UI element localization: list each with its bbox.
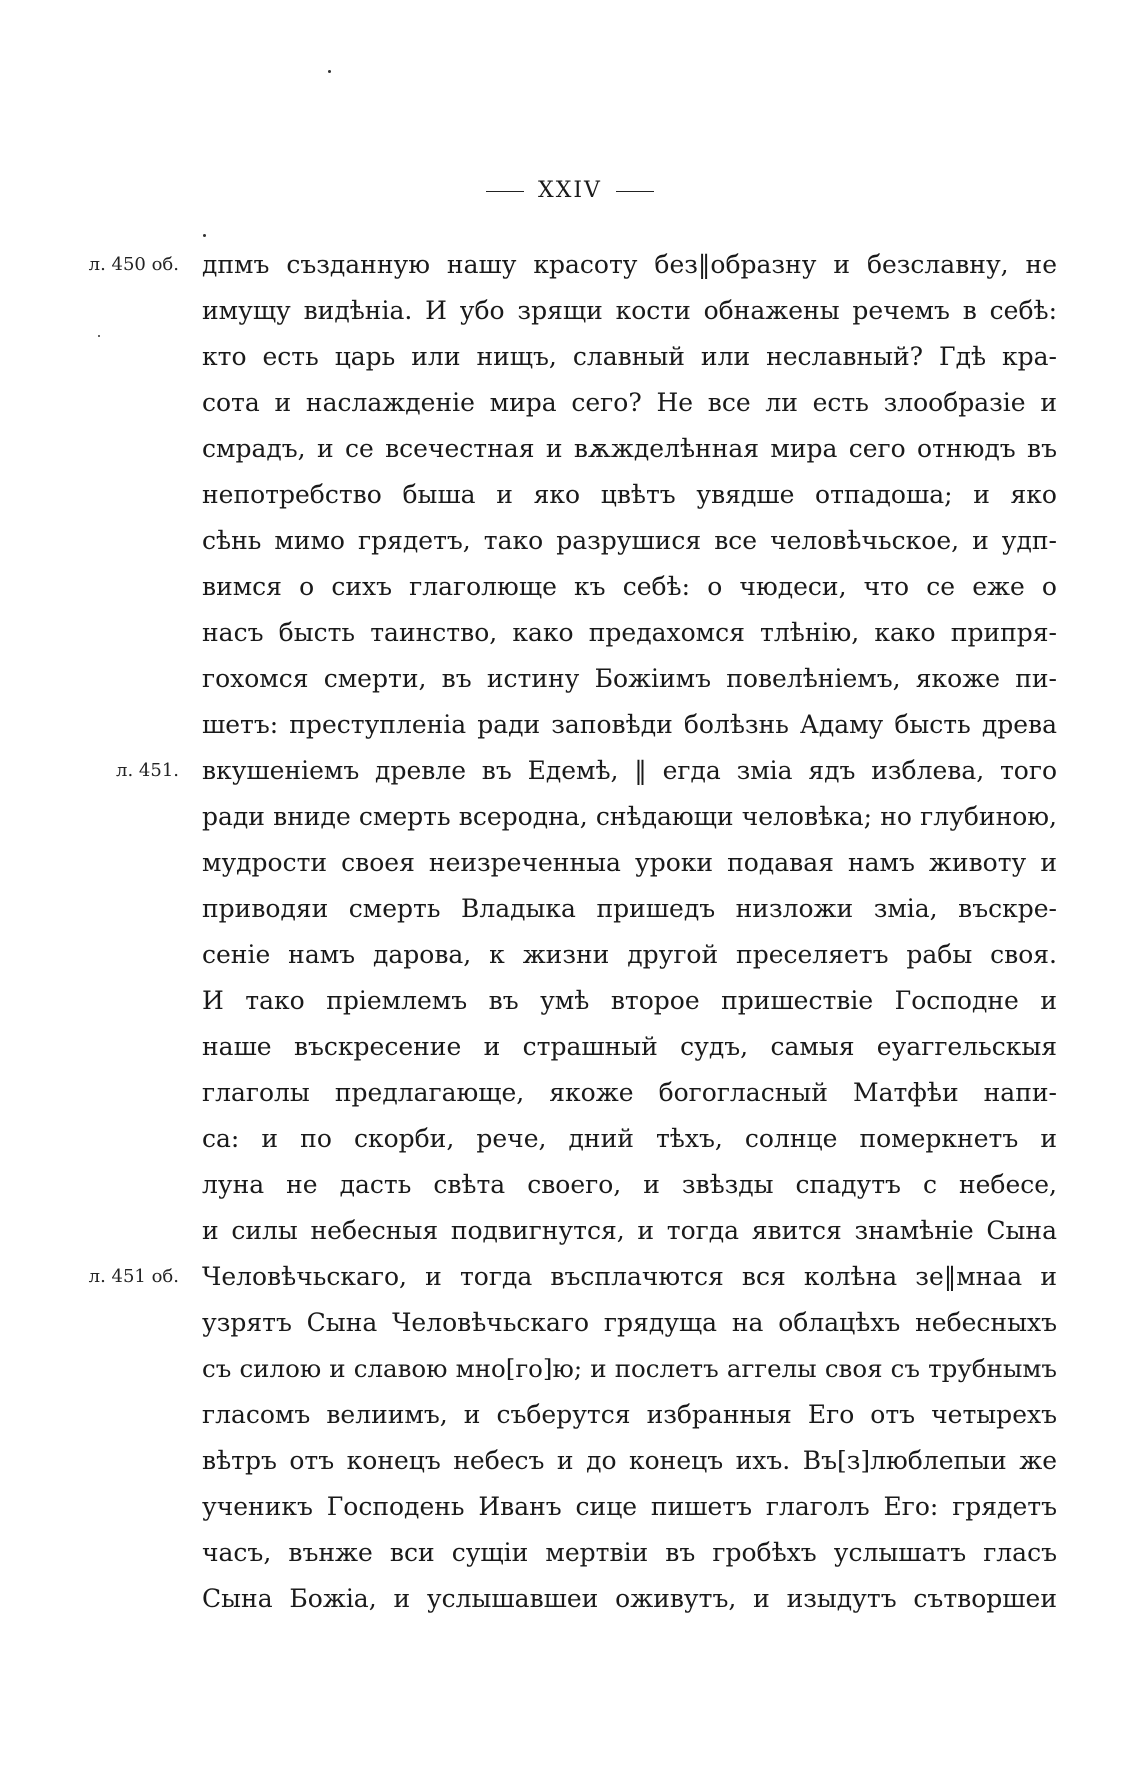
text-line — [202, 840, 1057, 886]
text-line-content: И тако пріемлемъ въ умѣ второе пришествіе Господне и — [202, 986, 1057, 1015]
text-line — [202, 1576, 1057, 1622]
text-line — [202, 288, 1057, 334]
text-line-content: имущу видѣніа. И убо зрящи кости обнажены речемъ в себѣ: — [202, 296, 1057, 325]
text-line-content: глаголы предлагающе, якоже богогласный Матфѣи напи- — [202, 1078, 1057, 1107]
text-line — [88, 1254, 1057, 1300]
header-dash-right — [616, 191, 654, 192]
text-line — [202, 472, 1057, 518]
folio-margin-note: л. 450 об. — [88, 254, 179, 275]
header-dash-left — [486, 191, 524, 192]
text-line-content: вкушеніемъ древле въ Едемѣ, ‖ егда зміа ядъ изблева, того — [202, 756, 1057, 785]
text-line-content: мудрости своея неизреченныа уроки подавая намъ животу и — [202, 848, 1057, 877]
text-line — [202, 1346, 1057, 1392]
text-line — [202, 426, 1057, 472]
text-line — [202, 1438, 1057, 1484]
text-line-content: Человѣчьскаго, и тогда въсплачются вся колѣна зе‖мнаа и — [202, 1262, 1057, 1291]
text-line-content: сѣнь мимо грядетъ, тако разрушися все человѣчьское, и удп- — [202, 526, 1057, 555]
text-line-content: узрятъ Сына Человѣчьскаго грядуща на облацѣхъ небесныхъ — [202, 1308, 1057, 1337]
text-line — [202, 886, 1057, 932]
folio-margin-note: л. 451. — [116, 760, 179, 781]
text-line — [202, 1162, 1057, 1208]
text-line-content: гласомъ велиимъ, и съберутся избранныя Его отъ четырехъ — [202, 1400, 1057, 1429]
text-line — [202, 932, 1057, 978]
folio-margin-note: л. 451 об. — [88, 1266, 179, 1287]
text-line — [202, 978, 1057, 1024]
text-line-content: вѣтръ отъ конецъ небесъ и до конецъ ихъ. Въ[з]люблепыи же — [202, 1446, 1057, 1475]
text-line-content: насъ бысть таинство, како предахомся тлѣнію, како припря- — [202, 618, 1057, 647]
body-text — [88, 242, 1057, 1622]
text-line-content: приводяи смерть Владыка пришедъ низложи зміа, въскре- — [202, 894, 1057, 923]
text-line-content: непотребство быша и яко цвѣтъ увядше отпадоша; и яко — [202, 480, 1057, 509]
text-line — [202, 518, 1057, 564]
text-line-content: Сына Божіа, и услышавшеи оживутъ, и изыдутъ сътворшеи — [202, 1584, 1057, 1613]
text-line — [202, 610, 1057, 656]
text-line-content: наше въскресение и страшный судъ, самыя еуаггельскыя — [202, 1032, 1057, 1061]
print-speck — [328, 70, 331, 73]
page-header — [0, 178, 1140, 203]
text-line — [202, 1530, 1057, 1576]
text-line — [202, 1070, 1057, 1116]
text-line — [202, 702, 1057, 748]
text-line-content: вимся о сихъ глаголюще къ себѣ: о чюдеси, что се еже о — [202, 572, 1057, 601]
text-line-content: са: и по скорби, рече, дний тѣхъ, солнце померкнетъ и — [202, 1124, 1057, 1153]
text-line-content: ученикъ Господень Иванъ сице пишетъ глаголъ Его: грядетъ — [202, 1492, 1057, 1521]
text-line-content: луна не дасть свѣта своего, и звѣзды спадутъ с небесе, — [202, 1170, 1057, 1199]
text-line — [202, 1392, 1057, 1438]
text-line — [202, 1300, 1057, 1346]
text-line — [202, 1484, 1057, 1530]
text-line — [202, 1024, 1057, 1070]
text-line — [202, 380, 1057, 426]
text-line-content: сеніе намъ дарова, к жизни другой преселяетъ рабы своя. — [202, 940, 1057, 969]
text-line — [202, 794, 1057, 840]
text-line — [202, 656, 1057, 702]
text-line-content: сота и наслажденіе мира сего? Не все ли есть злообразіе и — [202, 388, 1057, 417]
text-line-content: смрадъ, и се всечестная и вѫжделѣнная мира сего отнюдъ въ — [202, 434, 1057, 463]
print-speck — [98, 335, 100, 337]
text-line — [202, 1208, 1057, 1254]
text-line-content: съ силою и славою мно[го]ю; и послетъ аггелы своя съ трубнымъ — [202, 1354, 1057, 1383]
text-line-content: часъ, вънже вси сущіи мертвіи въ гробѣхъ услышатъ гласъ — [202, 1538, 1057, 1567]
text-line — [202, 1116, 1057, 1162]
text-line-content: шетъ: преступленіа ради заповѣди болѣзнь Адаму бысть древа — [202, 710, 1057, 739]
text-line-content: ради вниде смерть всеродна, снѣдающи человѣка; но глубиною, — [202, 802, 1057, 831]
text-line-content: кто есть царь или нищъ, славный или неславный? Гдѣ кра- — [202, 342, 1057, 371]
text-line — [116, 748, 1057, 794]
text-line-content: дпмъ създанную нашу красоту без‖образну и безславну, не — [202, 250, 1057, 279]
folio-number: XXIV — [538, 178, 602, 203]
text-line — [88, 242, 1057, 288]
text-line — [202, 564, 1057, 610]
print-speck — [203, 234, 206, 237]
text-line-content: гохомся смерти, въ истину Божіимъ повелѣніемъ, якоже пи- — [202, 664, 1057, 693]
text-line — [202, 334, 1057, 380]
text-line-content: и силы небесныя подвигнутся, и тогда явится знамѣніе Сына — [202, 1216, 1057, 1245]
